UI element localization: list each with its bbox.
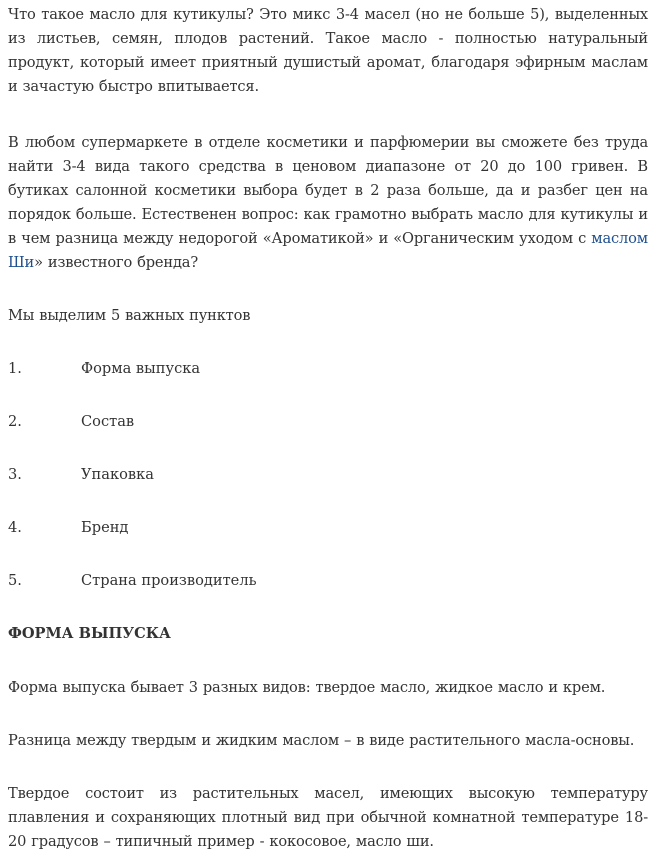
list-item-text: Страна производитель <box>81 572 257 589</box>
list-item <box>8 463 648 487</box>
difference-paragraph: Разница между твердым и жидким маслом – в виде растительного масла-основы. <box>8 732 635 749</box>
release-form-paragraph: Форма выпуска бывает 3 разных видов: твердое масло, жидкое масло и крем. <box>8 679 606 696</box>
shea-butter-link[interactable]: маслом Ши <box>8 230 648 271</box>
market-paragraph <box>8 131 648 275</box>
list-item-number: 3. <box>8 466 22 483</box>
list-item <box>8 410 648 434</box>
list-item-text: Состав <box>81 413 135 430</box>
list-item <box>8 516 648 540</box>
market-paragraph-text-end: » известного бренда? <box>34 254 199 271</box>
list-item-text: Упаковка <box>81 466 154 483</box>
points-intro: Мы выделим 5 важных пунктов <box>8 307 251 324</box>
list-item-number: 5. <box>8 572 22 589</box>
list-item-number: 2. <box>8 413 22 430</box>
list-item <box>8 357 648 381</box>
section-heading: ФОРМА ВЫПУСКА <box>8 625 171 642</box>
list-item-number: 1. <box>8 360 22 377</box>
list-item <box>8 569 648 593</box>
list-item-number: 4. <box>8 519 22 536</box>
list-item-text: Форма выпуска <box>81 360 201 377</box>
market-paragraph-text: В любом супермаркете в отделе косметики и парфюмерии вы сможете без труда найти 3-4 вида такого средства в ценовом диапазоне от 20 до 100 гривен. В бутиках салонной косметики выбора будет в 2 раза больше, да и разбег цен на порядок больше. Естественен вопрос: как грамотно выбрать масло для кутикулы и в чем разница между недорогой «Ароматикой» и «Органическим уходом с <box>8 134 648 247</box>
list-item-text: Бренд <box>81 519 129 536</box>
solid-oil-paragraph: Твердое состоит из растительных масел, имеющих высокую температуру плавления и сохраняющих плотный вид при обычной комнатной температуре 18-20 градусов – типичный пример - кокосовое, масло ши. <box>8 785 648 850</box>
intro-paragraph: Что такое масло для кутикулы? Это микс 3-4 масел (но не больше 5), выделенных из листьев, семян, плодов растений. Такое масло - полностью натуральный продукт, который имеет приятный душистый аромат, благодаря эфирным маслам и зачастую быстро впитывается. <box>8 6 648 95</box>
